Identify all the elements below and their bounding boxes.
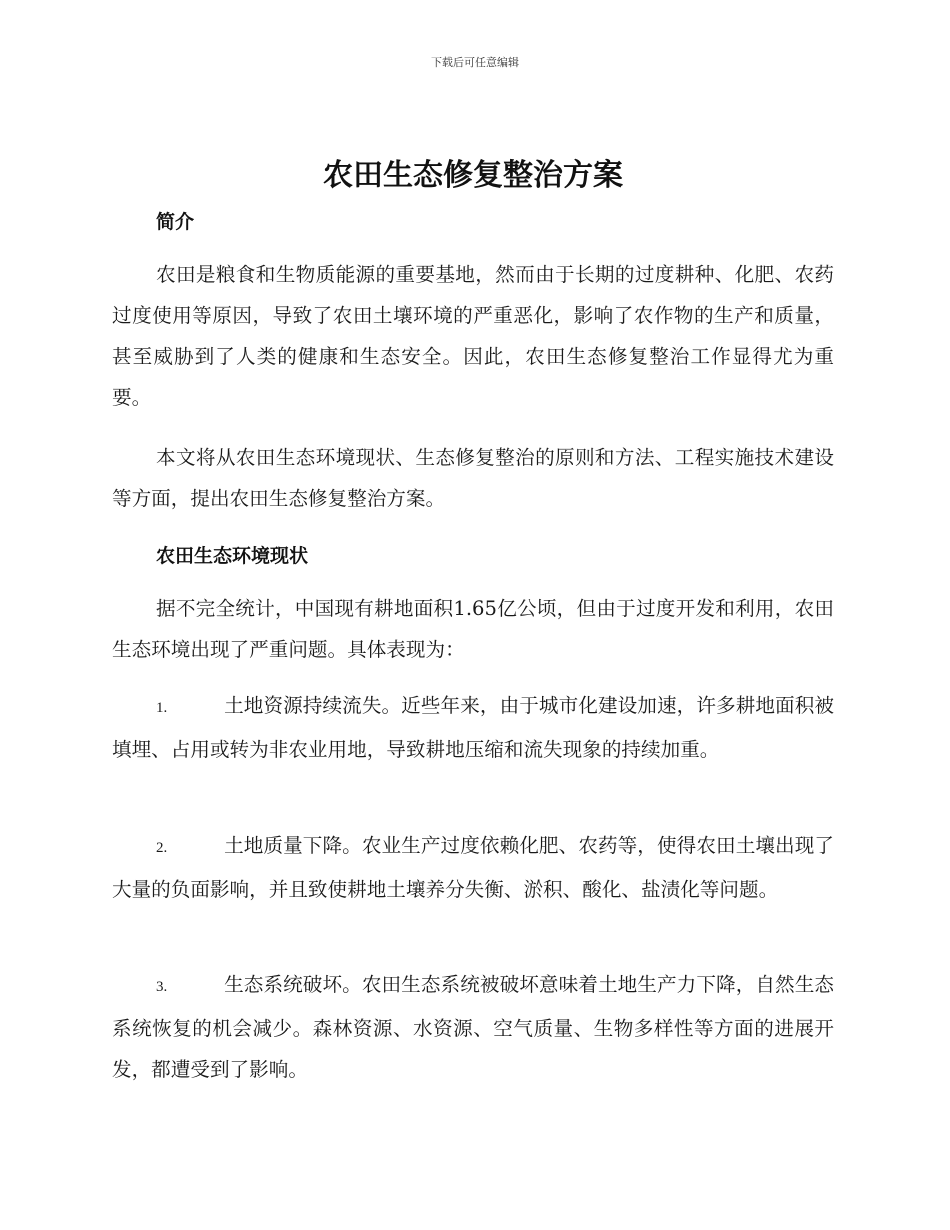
list-number: 3.	[156, 979, 168, 995]
status-paragraph-1: 据不完全统计，中国现有耕地面积1.65亿公顷，但由于过度开发和利用，农田生态环境出现了严重问题。具体表现为：	[112, 597, 834, 661]
list-item	[112, 685, 834, 770]
document-title: 农田生态修复整治方案	[323, 158, 623, 193]
list-item-text: 生态系统破坏。农田生态系统被破坏意味着土地生产力下降，自然生态系统恢复的机会减少。森林资源、水资源、空气质量、生物多样性等方面的进展开发，都遭受到了影响。	[112, 973, 834, 1081]
intro-paragraph-1: 农田是粮食和生物质能源的重要基地，然而由于长期的过度耕种、化肥、农药过度使用等原因，导致了农田土壤环境的严重恶化，影响了农作物的生产和质量，甚至威胁到了人类的健康和生态安全。因此，农田生态修复整治工作显得尤为重要。	[112, 263, 834, 409]
list-number: 1.	[156, 700, 168, 716]
list-number: 2.	[156, 840, 168, 856]
list-item-text: 土地质量下降。农业生产过度依赖化肥、农药等，使得农田土壤出现了大量的负面影响，并且致使耕地土壤养分失衡、淤积、酸化、盐渍化等问题。	[112, 834, 834, 901]
section-heading-intro: 简介	[156, 211, 195, 233]
page-header-note: 下载后可任意编辑	[431, 56, 519, 69]
list-item	[112, 825, 834, 910]
intro-paragraph-2: 本文将从农田生态环境现状、生态修复整治的原则和方法、工程实施技术建设等方面，提出农田生态修复整治方案。	[112, 446, 834, 510]
list-item-text: 土地资源持续流失。近些年来，由于城市化建设加速，许多耕地面积被填埋、占用或转为非农业用地，导致耕地压缩和流失现象的持续加重。	[112, 694, 834, 761]
section-heading-status: 农田生态环境现状	[156, 545, 309, 567]
list-item	[112, 964, 834, 1090]
